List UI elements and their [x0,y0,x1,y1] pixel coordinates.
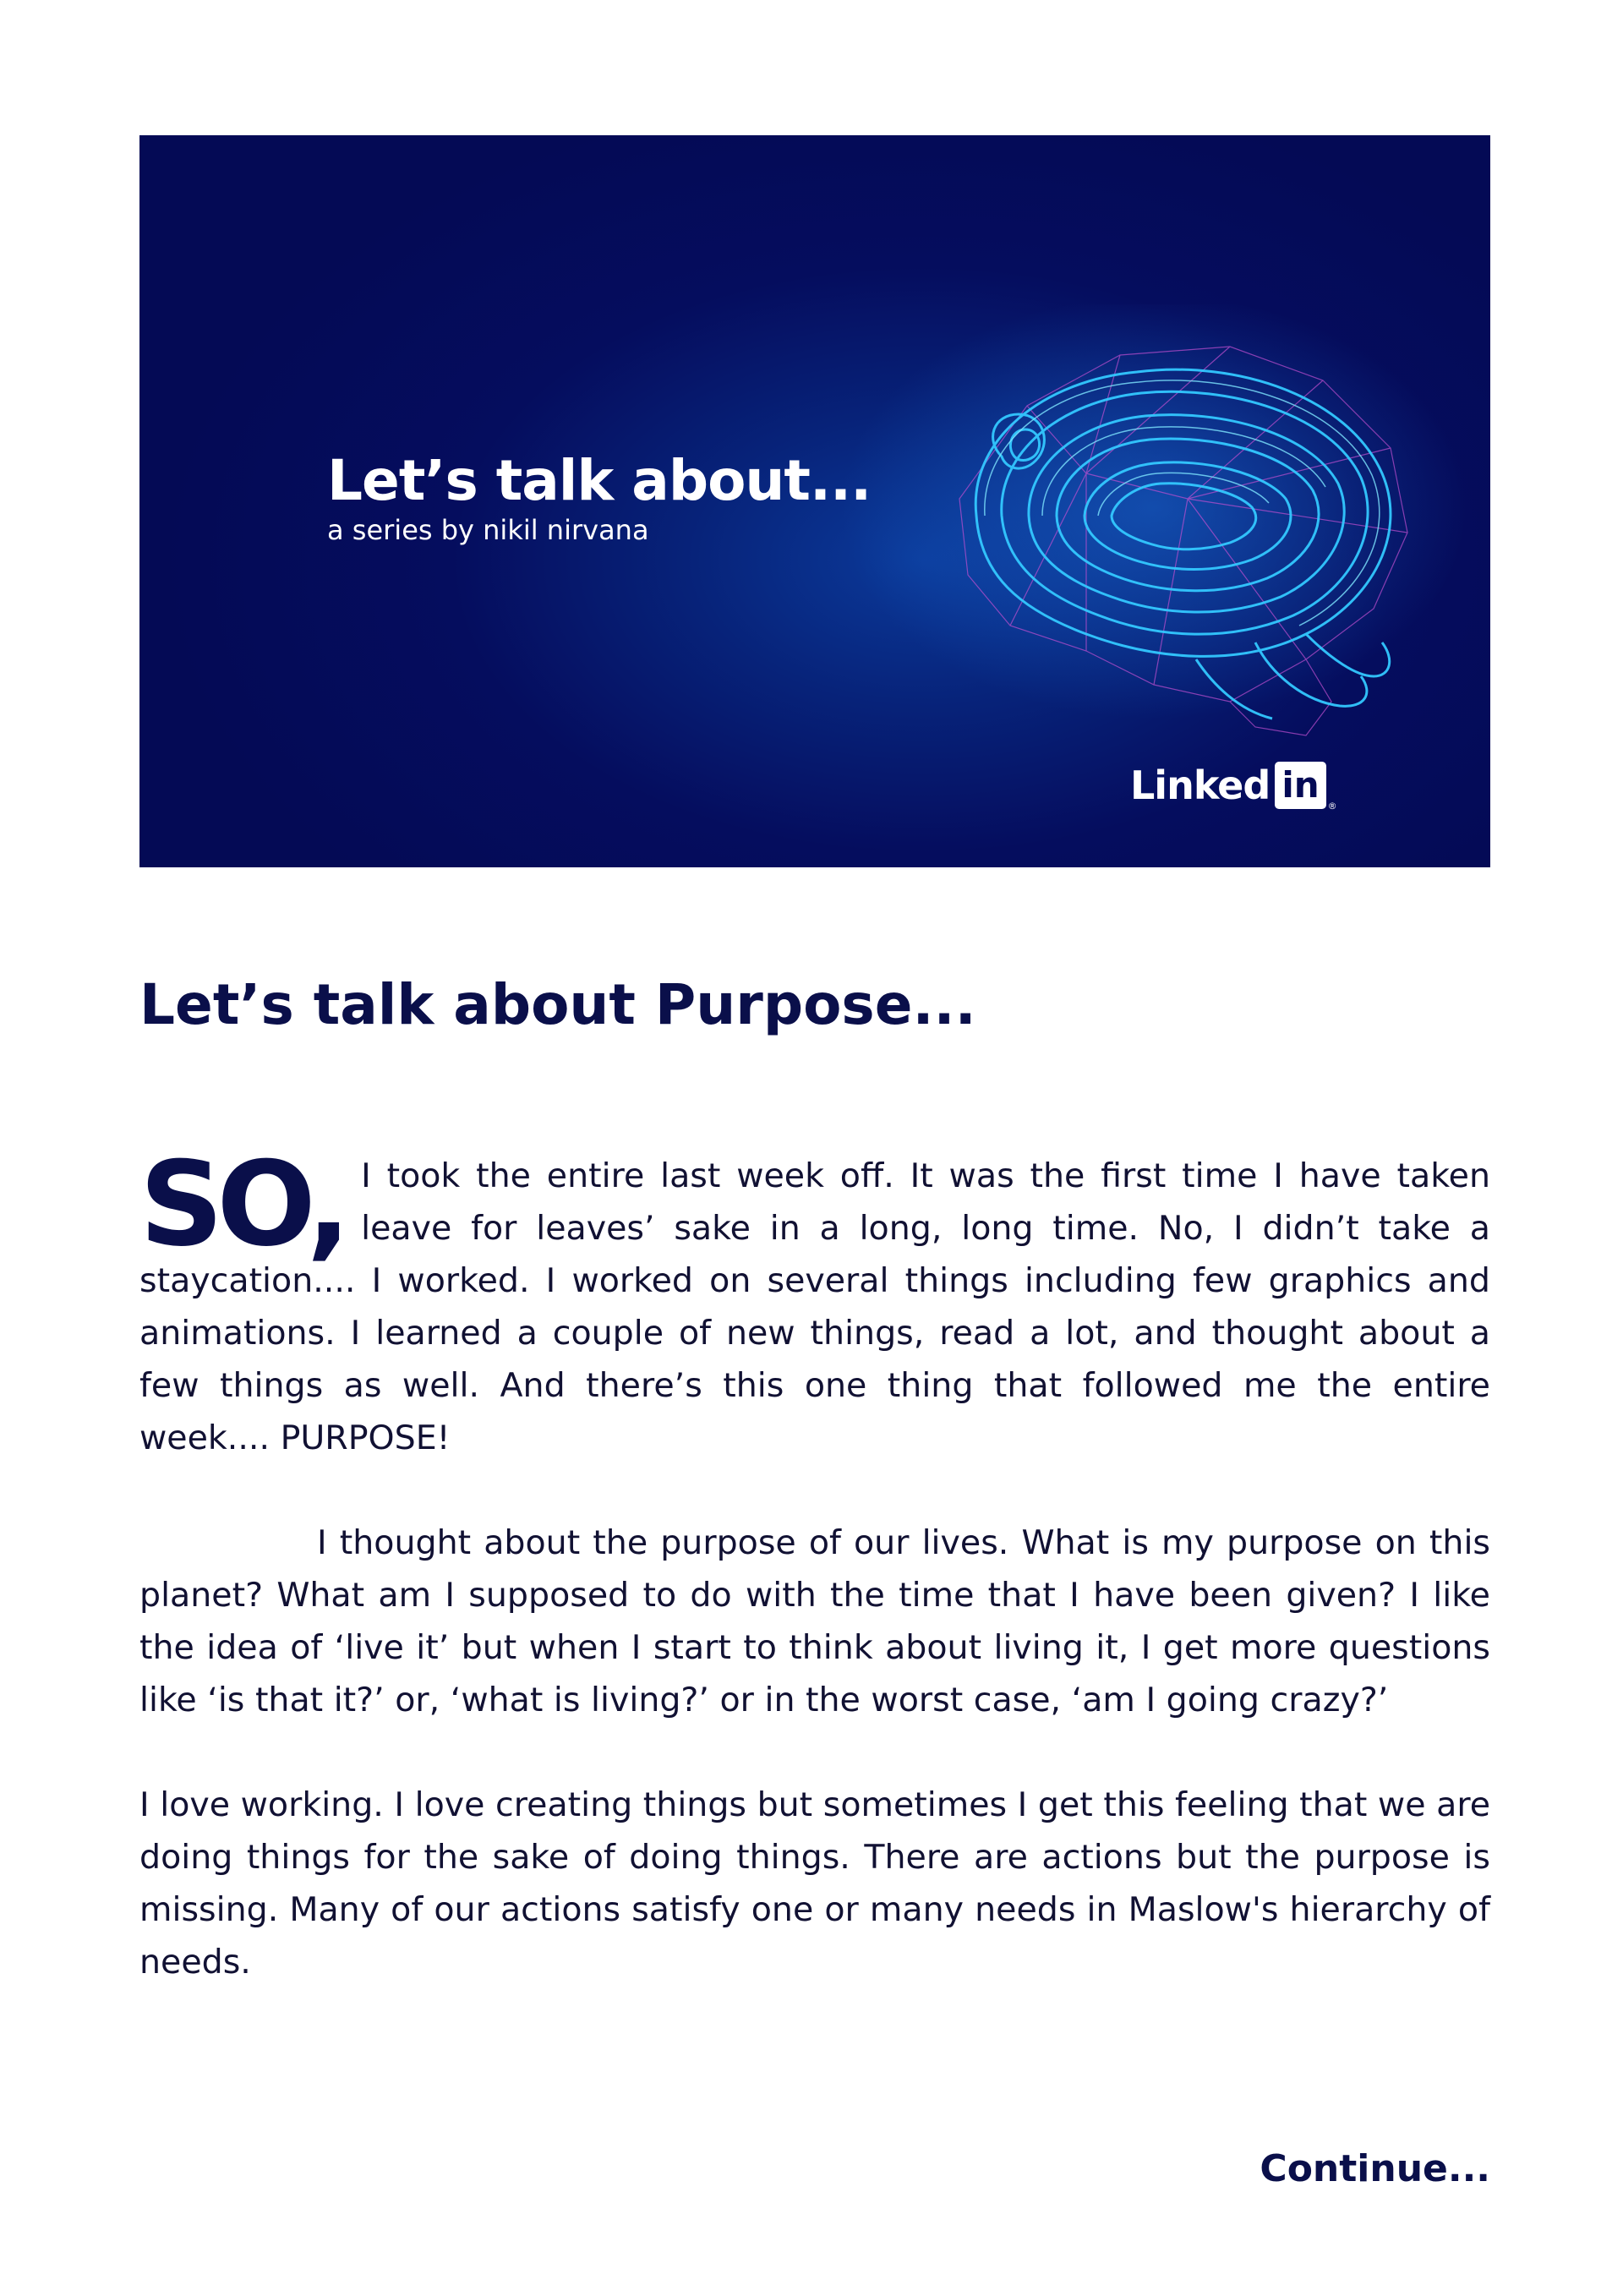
article-paragraph: I thought about the purpose of our lives. What is my purpose on this planet? What am I supposed to do with the time that I have been given? I like the idea of ‘live it’ but when I start to think about living it, I get more questions like ‘is that it?’ or, ‘what is living?’ or in the worst case, ‘am I going crazy?’ [139,1523,1490,1719]
linkedin-registered-mark: ® [1327,801,1337,812]
article-paragraph: I love working. I love creating things but sometimes I get this feeling that we are doing things for the sake of doing things. There are actions but the purpose is missing. Many of our actions satisfy one or many needs in Maslow's hierarchy of needs. [139,1785,1490,1982]
banner-subtitle: a series by nikil nirvana [327,514,649,546]
linkedin-logo [1130,759,1337,812]
article-heading: Let’s talk about Purpose... [139,972,976,1037]
dropcap: SO, [139,1136,345,1272]
article-body [139,1136,1490,2041]
hero-banner [139,135,1490,867]
article-paragraph [139,1136,1490,1464]
paragraph-text: I took the entire last week off. It was the first time I have taken leave for leaves’ sake in a long, long time. No, I didn’t take a staycation.... I worked. I worked on several things including few graphics and animations. I learned a couple of new things, read a lot, and thought about a few things as well. And there’s this one thing that followed me the entire week.... PURPOSE! [139,1156,1490,1457]
linkedin-logo-box: in [1275,762,1325,809]
brain-illustration [833,304,1475,744]
linkedin-logo-word: Linked [1130,763,1271,808]
continue-link[interactable]: Continue... [1260,2147,1490,2190]
banner-title: Let’s talk about... [327,448,872,513]
